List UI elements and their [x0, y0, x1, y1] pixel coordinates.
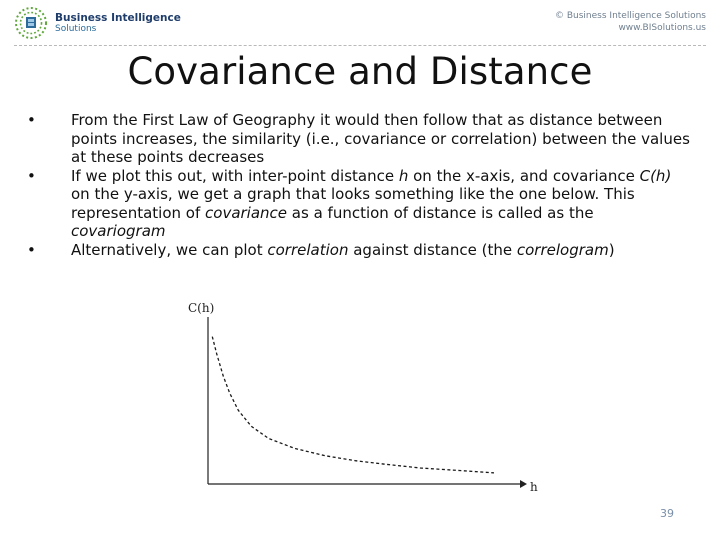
- bullet-emphasis: C(h): [639, 166, 672, 185]
- bullet-item: [27, 167, 691, 241]
- header-divider: [14, 45, 706, 46]
- bullet-text: against distance (the: [348, 240, 517, 259]
- page-number: 39: [660, 507, 674, 520]
- x-axis-label: h: [530, 480, 538, 494]
- brand-logo[interactable]: [14, 6, 194, 42]
- bullet-list: [27, 111, 691, 259]
- bullet-text: on the x-axis, and covariance: [408, 166, 640, 185]
- brand-subtitle: Solutions: [55, 24, 97, 34]
- bullet-emphasis: correlogram: [516, 240, 609, 259]
- bullet-emphasis: h: [398, 166, 409, 185]
- bullet-text: on the y-axis, we get a graph that looks something like the one below. This representation of: [71, 185, 635, 222]
- bullet-emphasis: covariance: [205, 203, 288, 222]
- bullet-emphasis: covariogram: [71, 222, 166, 240]
- bullet-item: [27, 241, 691, 260]
- bullet-text: Alternatively, we can plot: [71, 240, 268, 259]
- bullet-emphasis: correlation: [267, 240, 349, 259]
- chart-plot-area: [212, 337, 494, 473]
- covariogram-chart: [180, 292, 550, 497]
- brand-name: Business Intelligence: [55, 12, 181, 24]
- slide-title: Covariance and Distance: [127, 50, 593, 93]
- bullet-marker: •: [27, 111, 36, 129]
- website-link[interactable]: www.BISolutions.us: [618, 23, 706, 33]
- bullet-text: If we plot this out, with inter-point distance: [71, 166, 399, 185]
- bullet-text: From the First Law of Geography it would then follow that as distance between points increases, the similarity (i.e., covariance or correlation) between the values at these points decreases: [71, 111, 690, 166]
- bullet-text: ): [608, 240, 615, 259]
- copyright-line: © Business Intelligence Solutions: [555, 11, 706, 21]
- bullet-item: [27, 111, 691, 167]
- copyright-notice: [555, 10, 706, 34]
- bullet-marker: •: [27, 240, 36, 259]
- bi-solutions-logo-icon: [14, 6, 48, 40]
- bullet-text: as a function of distance is called as the: [287, 203, 594, 222]
- y-axis-label: C(h): [188, 301, 215, 315]
- bullet-marker: •: [27, 166, 36, 185]
- x-axis-arrowhead: [520, 480, 527, 488]
- covariance-curve: [212, 337, 494, 473]
